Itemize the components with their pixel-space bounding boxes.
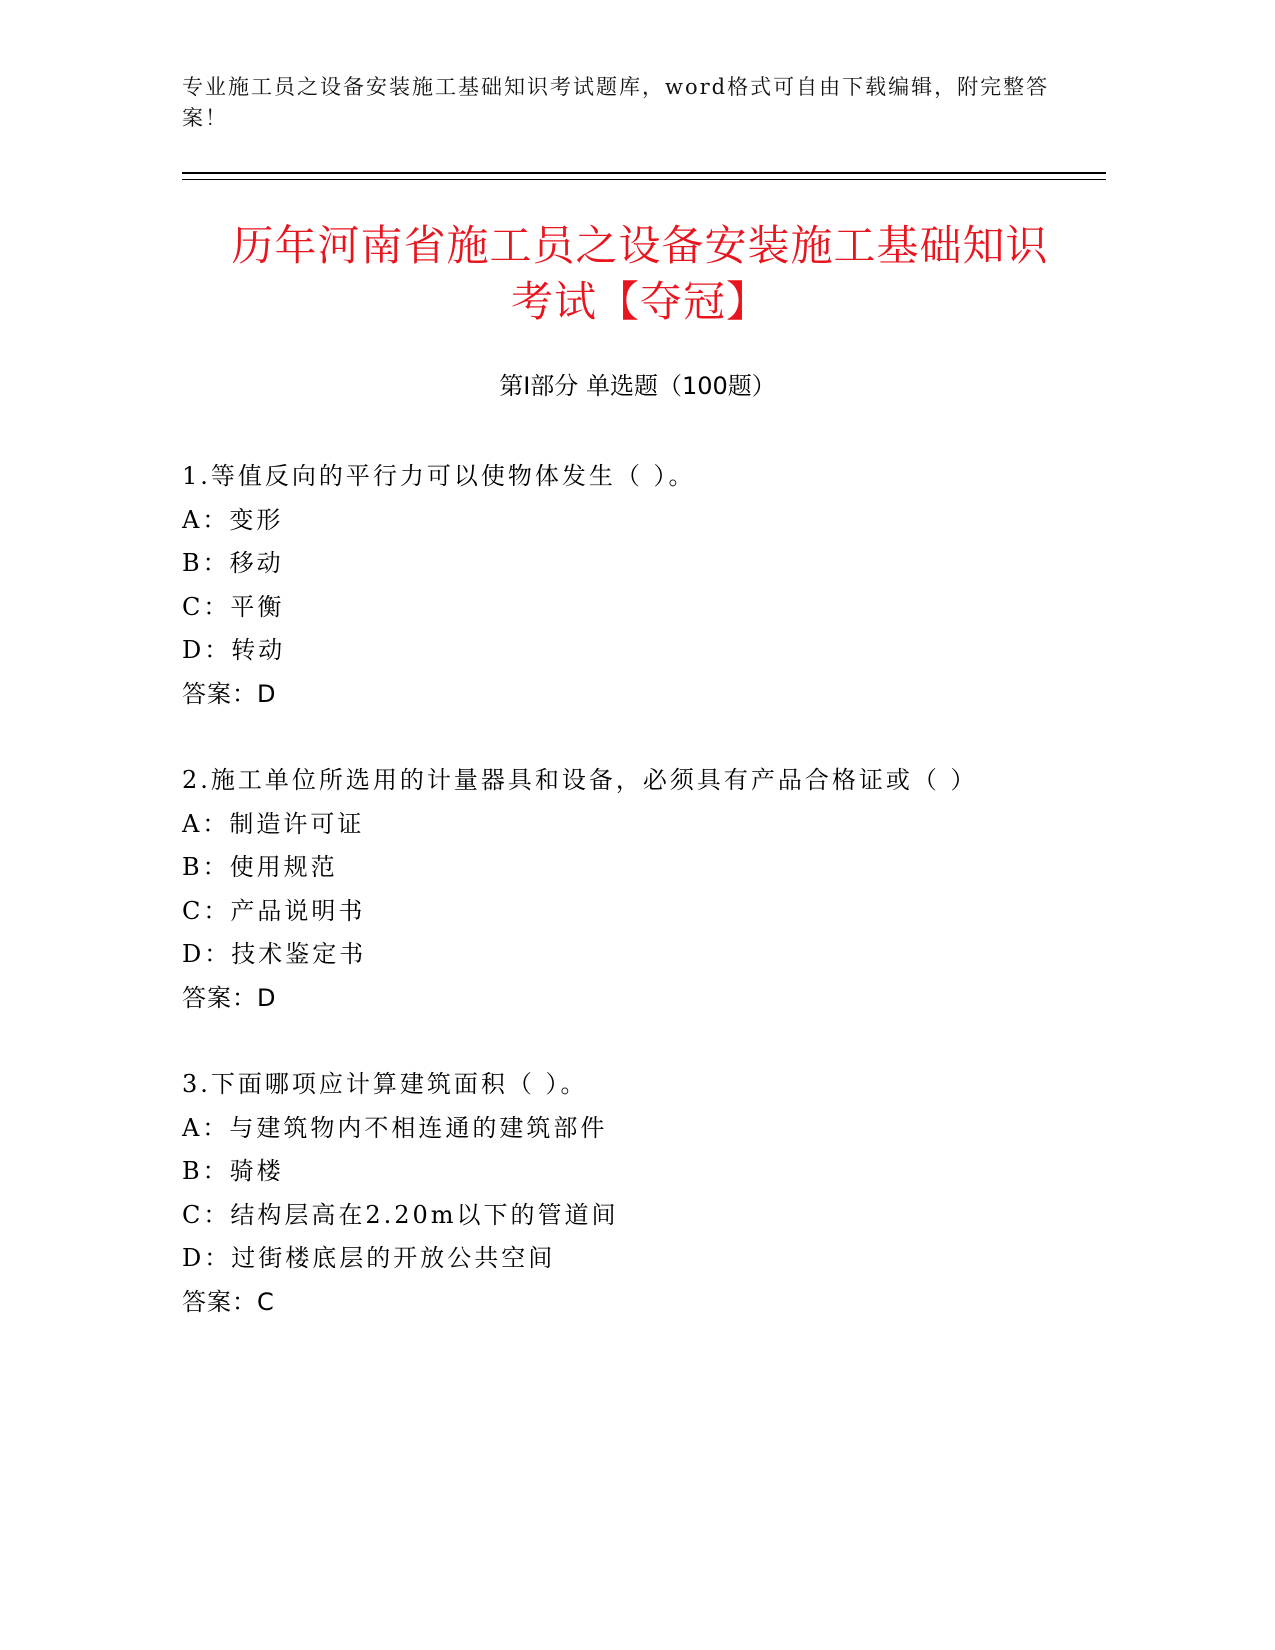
- option-a: A：与建筑物内不相连通的建筑部件: [182, 1113, 608, 1142]
- section-title: 第Ⅰ部分 单选题（100题）: [499, 372, 776, 400]
- option-b: B：使用规范: [182, 853, 338, 881]
- option-c: C：平衡: [182, 592, 285, 621]
- header-note: 专业施工员之设备安装施工基础知识考试题库，word格式可自由下载编辑，附完整答案！: [182, 75, 1050, 130]
- answer-line: 答案：C: [182, 1287, 275, 1316]
- option-a: A：变形: [182, 505, 284, 534]
- option-d: D：转动: [182, 636, 286, 664]
- title-line-2: 考试【夺冠】: [510, 277, 769, 326]
- option-d: D：过街楼底层的开放公共空间: [182, 1244, 556, 1272]
- option-c: C：产品说明书: [182, 896, 366, 925]
- document-title: [140, 218, 1140, 330]
- header-rule-thick: [182, 172, 1106, 174]
- question-stem: 3.下面哪项应计算建筑面积（ ）。: [182, 1070, 588, 1098]
- option-c: C：结构层高在2.20m以下的管道间: [182, 1200, 619, 1229]
- answer-line: 答案：D: [182, 679, 277, 708]
- option-d: D：技术鉴定书: [182, 940, 367, 968]
- question-stem: 2.施工单位所选用的计量器具和设备，必须具有产品合格证或（ ）: [182, 766, 978, 794]
- option-b: B：移动: [182, 549, 284, 577]
- question-stem: 1.等值反向的平行力可以使物体发生（ ）。: [182, 462, 696, 490]
- option-b: B：骑楼: [182, 1157, 284, 1185]
- option-a: A：制造许可证: [182, 809, 365, 838]
- question-list: [182, 455, 1102, 1367]
- header-rule-thin: [182, 179, 1106, 180]
- question-1: [182, 455, 1102, 716]
- question-3: [182, 1063, 1102, 1324]
- answer-line: 答案：D: [182, 983, 277, 1012]
- title-line-1: 历年河南省施工员之设备安装施工基础知识: [231, 221, 1049, 270]
- question-2: [182, 759, 1102, 1020]
